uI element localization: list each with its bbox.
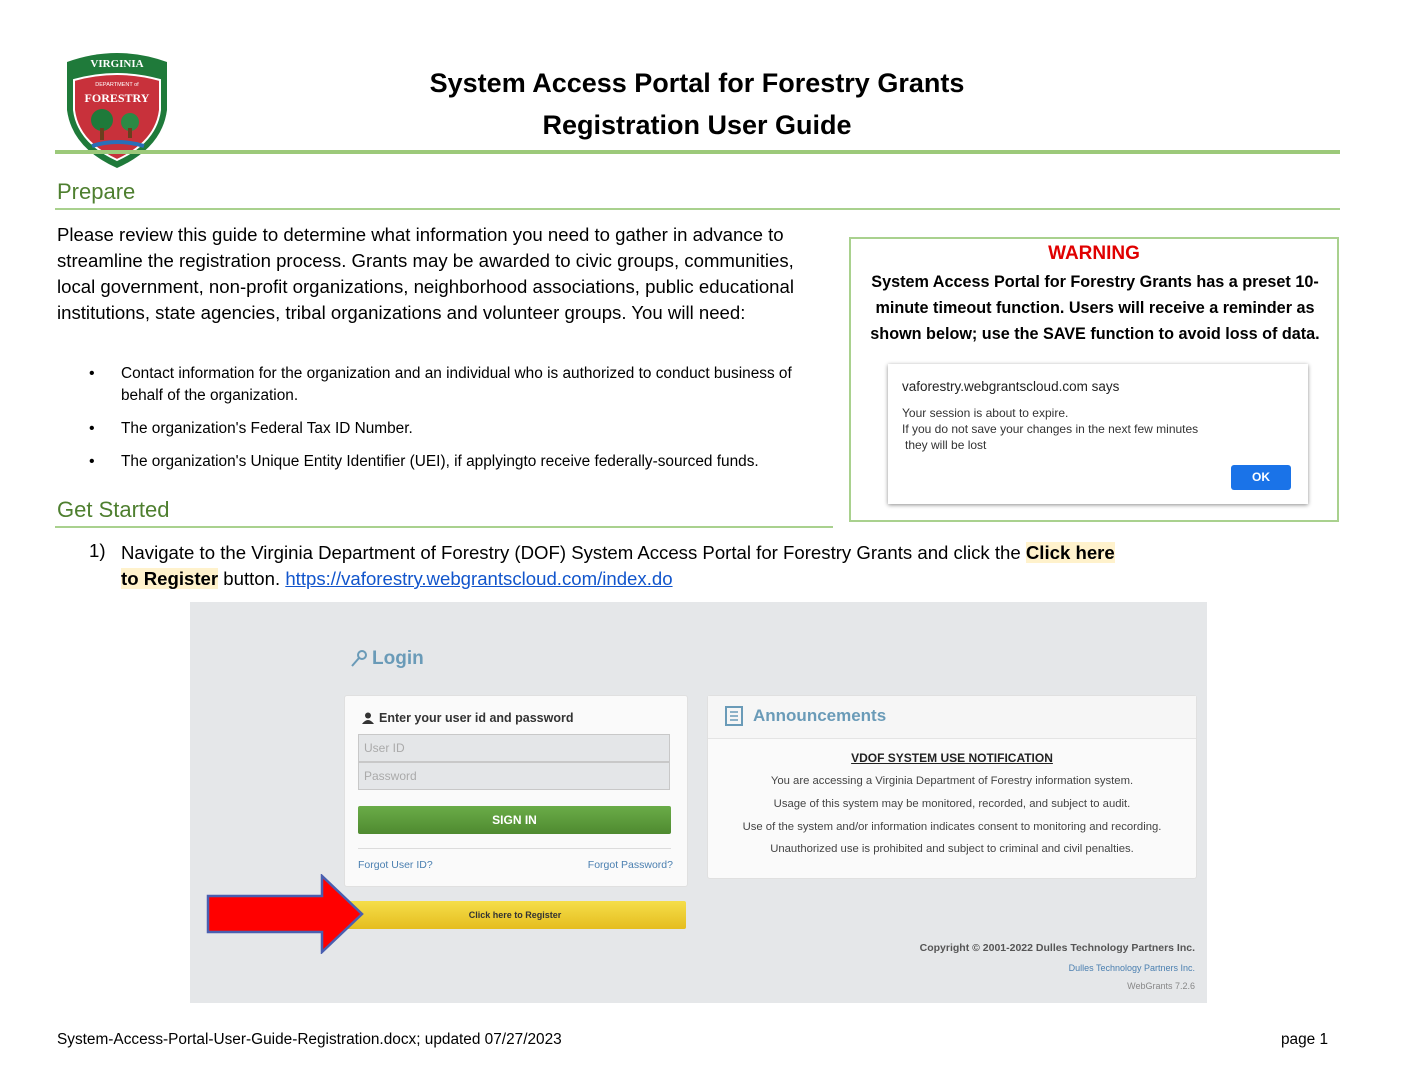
list-item: • Contact information for the organization and an individual who is authorized to conduct business of behalf of the organization. <box>57 363 827 407</box>
announcement-line: You are accessing a Virginia Department of Forestry information system. <box>770 775 1134 787</box>
register-button-reference: Click here to Register <box>121 542 1115 589</box>
version-text: WebGrants 7.2.6 <box>1127 981 1195 991</box>
panel-divider <box>358 848 671 849</box>
page-number: page 1 <box>1281 1031 1329 1048</box>
step-1-text <box>121 540 1121 592</box>
requirements-list <box>57 363 827 484</box>
announcement-line: Usage of this system may be monitored, recorded, and subject to audit. <box>773 798 1131 810</box>
svg-text:FORESTRY: FORESTRY <box>84 91 150 105</box>
key-icon <box>350 650 368 668</box>
document-subtitle: Registration User Guide <box>542 110 852 140</box>
step-text-before: Navigate to the Virginia Department of Forestry (DOF) System Access Portal for Forestry Grants and click the <box>121 542 1026 563</box>
announcement-line: Use of the system and/or information indicates consent to monitoring and recording. <box>742 821 1162 833</box>
user-icon <box>362 712 374 724</box>
user-id-input: User ID <box>358 734 670 762</box>
forgot-user-id-link: Forgot User ID? <box>358 859 433 871</box>
login-title: Login <box>372 648 424 669</box>
dialog-message: Your session is about to expire. <box>902 406 1069 420</box>
password-input: Password <box>358 762 670 790</box>
announcements-title: Announcements <box>753 706 887 725</box>
timeout-dialog-image <box>888 364 1308 504</box>
prepare-intro: Please review this guide to determine what information you need to gather in advance to streamline the registration process. Grants may be awarded to civic groups, communities, local government, non-profit organizations, neighborhood associations, public educational institutions, state agencies, tribal organizations and volunteer groups. You will need: <box>57 224 794 323</box>
dialog-ok-button: OK <box>1231 465 1291 490</box>
warning-box <box>849 237 1339 522</box>
svg-text:VIRGINIA: VIRGINIA <box>90 58 144 70</box>
login-page-screenshot <box>190 602 1207 1003</box>
get-started-rule <box>55 526 833 528</box>
step-number: 1) <box>89 540 106 561</box>
forgot-password-link: Forgot Password? <box>587 859 673 871</box>
footer-filename: System-Access-Portal-User-Guide-Registration.docx; updated 07/27/2023 <box>57 1031 562 1048</box>
header-rule <box>55 150 1340 154</box>
red-arrow-icon <box>206 874 366 954</box>
portal-link[interactable]: https://vaforestry.webgrantscloud.com/index.do <box>285 568 673 589</box>
announcement-heading: VDOF SYSTEM USE NOTIFICATION <box>851 751 1053 765</box>
announcements-panel <box>707 695 1197 879</box>
login-panel <box>344 695 688 887</box>
announcement-line: Unauthorized use is prohibited and subject to criminal and civil penalties. <box>770 843 1134 855</box>
document-title: System Access Portal for Forestry Grants <box>429 68 965 98</box>
warning-title: WARNING <box>1048 243 1140 264</box>
dialog-message: they will be lost <box>905 438 987 452</box>
dialog-origin: vaforestry.webgrantscloud.com says <box>902 379 1120 394</box>
step-text-after: button. <box>218 568 286 589</box>
dialog-message: If you do not save your changes in the next few minutes <box>902 422 1199 436</box>
login-instructions: Enter your user id and password <box>379 711 574 725</box>
prepare-rule <box>55 208 1340 210</box>
company-link: Dulles Technology Partners Inc. <box>1068 963 1195 973</box>
click-here-to-register-button: Click here to Register <box>344 901 686 929</box>
sign-in-button: SIGN IN <box>358 806 671 834</box>
svg-text:DEPARTMENT of: DEPARTMENT of <box>95 82 139 88</box>
announcements-header <box>708 696 1196 739</box>
warning-text: System Access Portal for Forestry Grants has a preset 10-minute timeout function. Users will receive a reminder as shown below; use the SAVE function to avoid loss of data. <box>870 273 1320 343</box>
section-heading-get-started: Get Started <box>57 497 170 522</box>
document-icon <box>725 706 743 726</box>
copyright-text: Copyright © 2001-2022 Dulles Technology Partners Inc. <box>919 942 1195 954</box>
list-item: • The organization's Unique Entity Identifier (UEI), if applyingto receive federally-sourced funds. <box>57 451 827 473</box>
list-item: • The organization's Federal Tax ID Number. <box>57 418 827 440</box>
section-heading-prepare: Prepare <box>57 179 136 204</box>
